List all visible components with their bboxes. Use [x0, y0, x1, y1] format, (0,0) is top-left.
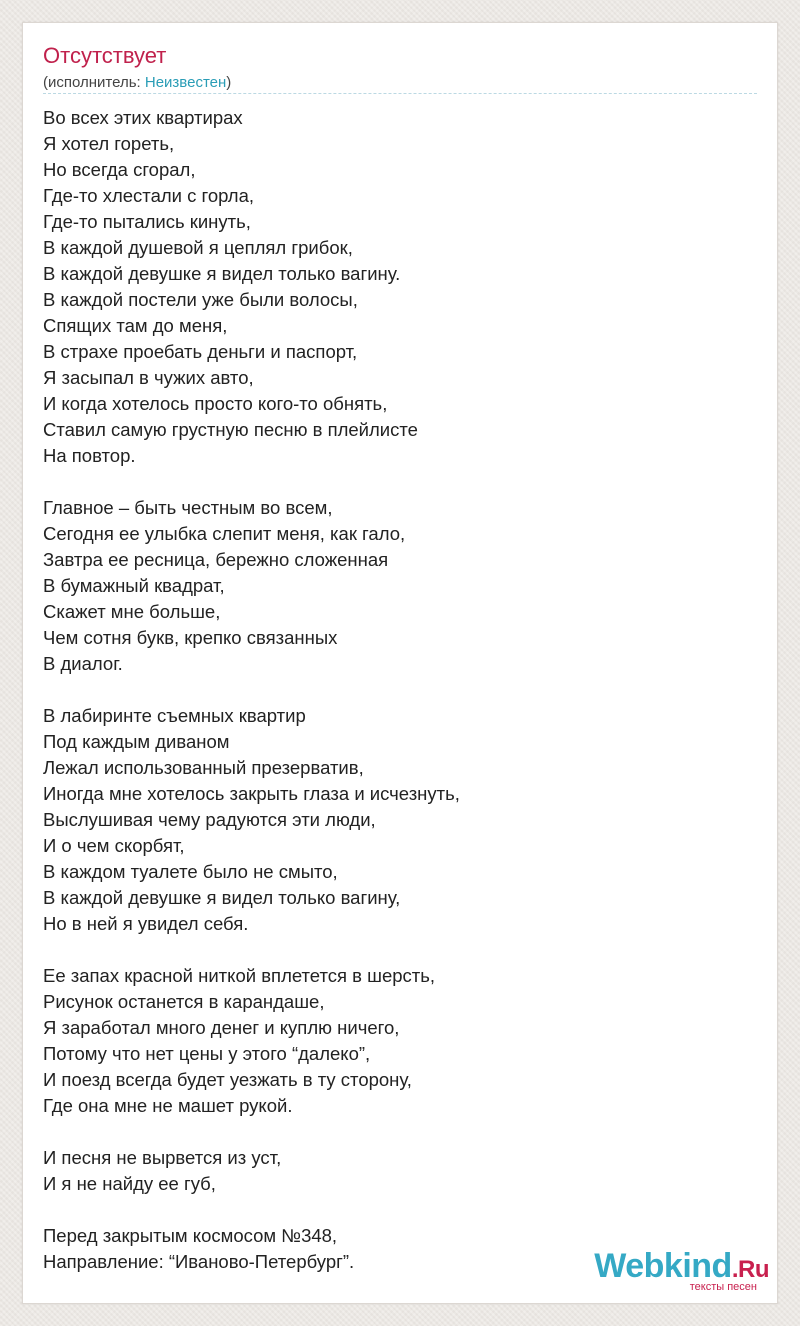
lyrics-stanza	[43, 495, 743, 677]
lyric-line: Я засыпал в чужих авто,	[43, 367, 254, 388]
lyric-line: Иногда мне хотелось закрыть глаза и исчезнуть,	[43, 783, 460, 804]
stanza-gap	[43, 1119, 743, 1145]
lyric-line: Но всегда сгорал,	[43, 159, 196, 180]
lyric-line: В каждой постели уже были волосы,	[43, 289, 358, 310]
lyric-line: В каждой девушке я видел только вагину,	[43, 887, 401, 908]
lyric-line: Где-то хлестали с горла,	[43, 185, 255, 206]
logo-name: Webkind	[594, 1247, 732, 1285]
artist-prefix: (исполнитель:	[43, 74, 145, 91]
lyric-line: Но в ней я увидел себя.	[43, 913, 249, 934]
lyric-line: И я не найду ее губ,	[43, 1173, 216, 1194]
lyric-line: И о чем скорбят,	[43, 835, 185, 856]
stanza-gap	[43, 677, 743, 703]
lyric-line: Выслушивая чему радуются эти люди,	[43, 809, 376, 830]
song-title: Отсутствует	[43, 43, 167, 68]
lyrics-stanza	[43, 703, 743, 937]
lyric-line: Завтра ее ресница, бережно сложенная	[43, 549, 389, 570]
lyrics-stanza	[43, 963, 743, 1119]
lyrics-body	[43, 105, 743, 1275]
lyric-line: Главное – быть честным во всем,	[43, 497, 333, 518]
lyric-line: И поезд всегда будет уезжать в ту сторону,	[43, 1069, 412, 1090]
site-logo[interactable]	[569, 1247, 769, 1297]
stanza-gap	[43, 1197, 743, 1223]
lyric-line: Потому что нет цены у этого “далеко”,	[43, 1043, 371, 1064]
lyric-line: На повтор.	[43, 445, 136, 466]
lyric-line: Я заработал много денег и куплю ничего,	[43, 1017, 400, 1038]
lyric-line: Где-то пытались кинуть,	[43, 211, 251, 232]
stanza-gap	[43, 937, 743, 963]
lyric-line: Спящих там до меня,	[43, 315, 228, 336]
lyric-line: В каждой девушке я видел только вагину.	[43, 263, 401, 284]
lyric-line: Направление: “Иваново-Петербург”.	[43, 1251, 355, 1272]
lyric-line: В бумажный квадрат,	[43, 575, 225, 596]
lyric-line: В каждом туалете было не смыто,	[43, 861, 338, 882]
lyric-line: И когда хотелось просто кого-то обнять,	[43, 393, 388, 414]
header-divider	[43, 93, 757, 94]
logo-tagline: тексты песен	[689, 1281, 757, 1293]
lyric-line: Я хотел гореть,	[43, 133, 175, 154]
lyric-line: Где она мне не машет рукой.	[43, 1095, 293, 1116]
stanza-gap	[43, 469, 743, 495]
lyric-line: Рисунок останется в карандаше,	[43, 991, 325, 1012]
lyrics-stanza	[43, 1145, 743, 1197]
artist-line	[43, 73, 231, 93]
lyrics-card	[22, 22, 778, 1304]
artist-link[interactable]: Неизвестен	[144, 74, 227, 91]
lyrics-stanza	[43, 105, 743, 469]
lyric-line: Чем сотня букв, крепко связанных	[43, 627, 338, 648]
lyric-line: Ее запах красной ниткой вплетется в шерсть,	[43, 965, 436, 986]
lyric-line: Перед закрытым космосом №348,	[43, 1225, 338, 1246]
artist-suffix: )	[226, 74, 232, 91]
lyric-line: Во всех этих квартирах	[43, 107, 243, 128]
lyric-line: Лежал использованный презерватив,	[43, 757, 364, 778]
lyric-line: В каждой душевой я цеплял грибок,	[43, 237, 353, 258]
lyric-line: И песня не вырвется из уст,	[43, 1147, 282, 1168]
lyric-line: В диалог.	[43, 653, 123, 674]
logo-tld: .Ru	[731, 1256, 769, 1283]
lyric-line: Под каждым диваном	[43, 731, 230, 752]
lyric-line: Сегодня ее улыбка слепит меня, как гало,	[43, 523, 406, 544]
lyric-line: В страхе проебать деньги и паспорт,	[43, 341, 358, 362]
lyric-line: Ставил самую грустную песню в плейлисте	[43, 419, 418, 440]
lyric-line: Скажет мне больше,	[43, 601, 221, 622]
lyric-line: В лабиринте съемных квартир	[43, 705, 306, 726]
